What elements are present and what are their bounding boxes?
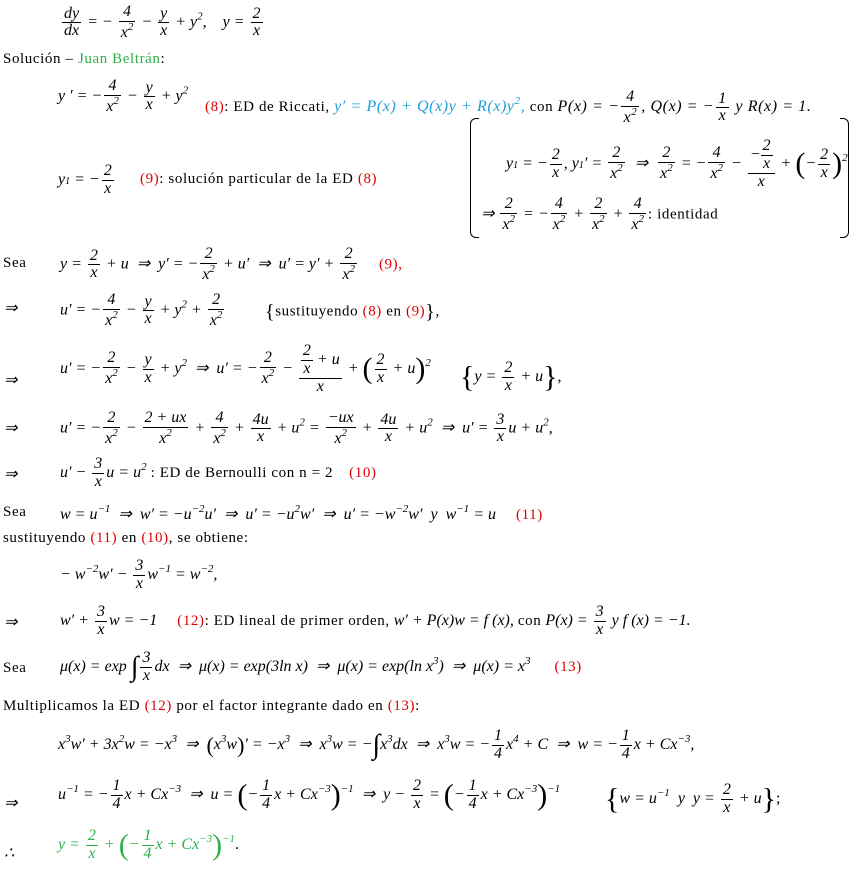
sea-label-3: Sea [3,660,27,676]
riccati-description: (8): ED de Riccati, $y' = P(x) + Q(x)y + R(x)y^2$, con P(x) = − $\frac{4}{x^2}$ , Q(x) = − $\frac{1}{x}$ y R(x) = 1. [205,88,812,126]
author-name: Juan Beltrán [77,51,161,67]
arrow-line-7: ⇒ [4,614,18,631]
note-substituting: {sustituyendo (8) en (9)}, [265,301,440,323]
substitution-equation: y = $\frac{2}{x}$ + u ⇒ y′ = − $\frac{2}{x^2}$ + u′ ⇒ u′ = y′ + $\frac{2}{x^2}$ (9), [60,245,403,283]
final-solution: y = $\frac{2}{x}$ + (− $\frac{1}{4}$ $x + Cx^{-3})^{-1}$. [58,827,240,862]
therefore-symbol: ∴ [4,845,15,862]
w-substitution: $w = u^{-1}$ ⇒ $w' = -u^{-2}u'$ ⇒ $u' = -u^2w'$ ⇒ $u' = -w^{-2}w'$ y $w^{-1} = u$ (11) [60,503,543,523]
particular-solution: y1 = − $\frac{2}{x}$ [58,162,112,197]
particular-description: (9): solución particular de la ED (8) [140,171,378,187]
linear-equation: w′ + $\frac{3}{x}$ w = −1 (12): ED lineal de primer orden, w′ + P(x)w = f (x), con P(x) = $\frac{3}{x}$ y f (x) = −1. [60,603,691,638]
u-prime-equation-2: u′ = − $\frac{2}{x^2}$ − $\frac{y}{x}$ + $y^2$ ⇒ u′ = − $\frac{2}{x^2}$ − $\frac{2}{x}$ + u x + ( $\frac{2}{x}$ + u)$^2$ [60,342,431,395]
sea-label-2: Sea [3,504,27,520]
verification-line-1: y1 = − $\frac{2}{x}$ , y1′ = $\frac{2}{x^2}$ ⇒ $\frac{2}{x^2}$ = − $\frac{4}{x^2}$ − − $\frac{2}{x}$ x + (− $\frac{2}{x}$ )$^2$ [506,137,848,190]
substitution-sentence: sustituyendo (11) en (10), se obtiene: [3,530,249,546]
arrow-line-9: ⇒ [4,795,18,812]
solve-w-equation: $x^3w' + 3x^2w = -x^3$ ⇒ $(x^3w)' = -x^3$ ⇒ $x^3w = -\int x^3dx$ ⇒ $x^3w$ = − $\frac{1}{4}$ $x^4 + C$ ⇒ w = − $\frac{1}{4}$ $x + Cx^{-3}$, [58,727,695,762]
bernoulli-equation: u′ − $\frac{3}{x}$ $u = u^2$ : ED de Bernoulli con n = 2 (10) [60,455,377,490]
riccati-form: $y' = P(x) + Q(x)y + R(x)y^2$, [334,95,526,116]
u-prime-equation-3: u′ = − $\frac{2}{x^2}$ − $\frac{2 + ux}{x^2}$ + $\frac{4}{x^2}$ + $\frac{4u}{x}$ + $u^2$ = $\frac{-ux}{x^2}$ + $\frac{4u}{x}$ + $u^2$ ⇒ u′ = $\frac{3}{x}$ $u + u^2$, [60,409,553,447]
author-line: Solución – Juan Beltrán: [3,51,166,67]
multiply-sentence: Multiplicamos la ED (12) por el factor integrante dado en (13): [3,698,420,714]
arrow-line-4: ⇒ [4,420,18,437]
author-label: Solución – [3,51,78,67]
verification-line-2: ⇒ $\frac{2}{x^2}$ = − $\frac{4}{x^2}$ + $\frac{2}{x^2}$ + $\frac{4}{x^2}$ : identidad [481,195,719,233]
verification-brace-left [470,118,479,238]
u-solution: $u^{-1}$ = − $\frac{1}{4}$ $x + Cx^{-3}$ ⇒ u = (− $\frac{1}{4}$ $x + Cx^{-3})^{-1}$ ⇒ y − $\frac{2}{x}$ = (− $\frac{1}{4}$ $x + Cx^{-3})^{-1}$ [58,777,561,812]
sea-label-1: Sea [3,255,27,271]
integrating-factor: μ(x) = exp ∫ $\frac{3}{x}$ dx ⇒ μ(x) = exp(3ln x) ⇒ μ(x) = exp(ln $x^3$) ⇒ $\mu(x) = x^3$ (13) [60,649,582,684]
arrow-line-2: ⇒ [4,300,18,317]
arrow-line-5: ⇒ [4,466,18,483]
note-y-substitution: {y = $\frac{2}{x}$ + u}, [460,359,562,394]
w-equation: − $w^{-2}w'$ − $\frac{3}{x}$ $w^{-1} = w^{-2}$, [60,557,218,592]
note-w-y: {$w = u^{-1}$ y y = $\frac{2}{x}$ + u}; [605,781,781,816]
arrow-line-3: ⇒ [4,372,18,389]
problem-statement: $\frac{dy}{dx}$ = − $\frac{4}{x^2}$ − $\frac{y}{x}$ + $y^2$, y = $\frac{2}{x}$ [64,3,261,41]
riccati-equation: y ′ = − $\frac{4}{x^2}$ − $\frac{y}{x}$ + $y^2$ [58,77,189,115]
u-prime-equation-1: u′ = − $\frac{4}{x^2}$ − $\frac{y}{x}$ + $y^2$ + $\frac{2}{x^2}$ [60,291,223,329]
ref-8: (8) [205,99,225,116]
